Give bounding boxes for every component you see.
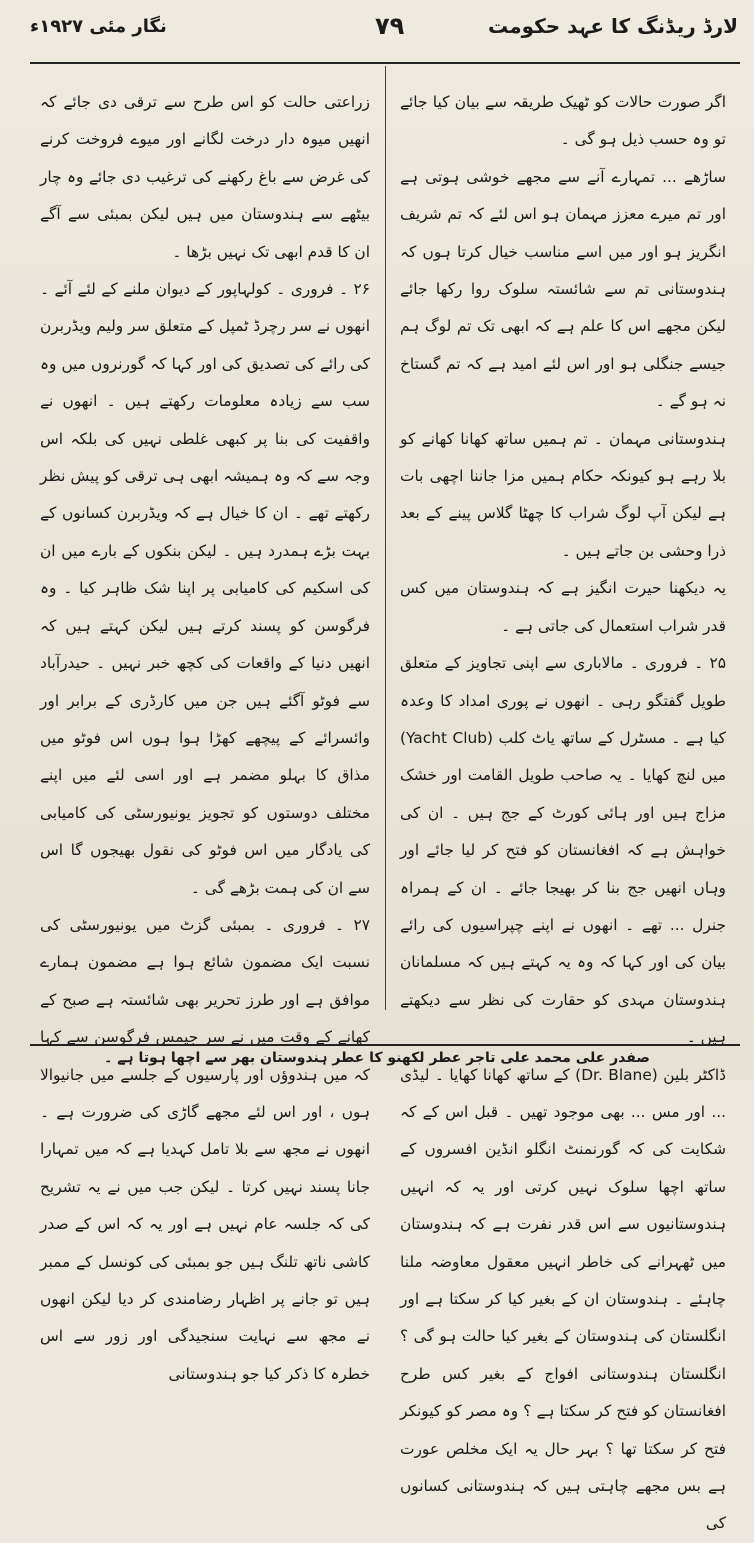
paragraph: یہ دیکھنا حیرت انگیز ہے کہ ہندوستان میں کس قدر شراب استعمال کی جاتی ہے ۔	[400, 579, 726, 635]
footer-advertisement: صفدر علی محمد علی تاجر عطر لکھنو کا عطر ہندوستان بھر سے اچھا ہوتا ہے ۔	[104, 1050, 650, 1066]
header-rule	[30, 62, 740, 64]
issue-label: نگار مئی ۱۹۲۷ء	[30, 16, 167, 37]
column-divider	[385, 66, 386, 1010]
paragraph: اگر صورت حالات کو ٹھیک طریقہ سے بیان کیا جائے تو وہ حسب ذیل ہو گی ۔	[400, 93, 726, 149]
page-number: ۷۹	[375, 12, 405, 40]
paragraph: ڈاکٹر بلین (Dr. Blane) کے ساتھ کھانا کھایا ۔ لیڈی ... اور مس ... بھی موجود تھیں ۔ قبل اس کے کہ شکایت کی کہ گورنمنٹ انگلو انڈین افسروں کے ساتھ اچھا سلوک نہیں کرتی اور یہ کہ انہیں ہندوستانیوں سے اس قدر نفرت ہے کہ ہندوستان میں ٹھہرانے کی خاطر انہیں معقول معاوضہ ملنا چاہئے ۔ ہندوستان ان کے بغیر کیا کر سکتا ہے اور انگلستان کی ہندوستان کے بغیر کیا حالت ہو گی ؟ انگلستان ہندوستانی افواج کے بغیر کس طرح افغانستان کو فتح کر سکتا ہے ؟ وہ مصر کو کیونکر فتح کر سکتا تھا ؟ بہر حال یہ ایک مخلص عورت ہے بس مجھے چاہتی ہیں کہ ہندوستانی کسانوں کی	[400, 1065, 727, 1533]
left-column	[40, 84, 370, 1383]
running-title: لارڈ ریڈنگ کا عہد حکومت	[488, 14, 738, 38]
paragraph: ہندوستانی مہمان ۔ تم ہمیں ساتھ کھانا کھانے کو بلا رہے ہو کیونکہ حکام ہمیں مزا جاننا اچھی بات ہے لیکن آپ لوگ شراب کا چھٹا گلاس پینے کے بعد ذرا وحشی بن جاتے ہیں ۔	[400, 429, 726, 560]
footer-rule	[30, 1044, 740, 1046]
paragraph: ۲۵ ۔ فروری ۔ مالاباری سے اپنی تجاویز کے متعلق طویل گفتگو رہی ۔ انھوں نے پوری امداد کا وعدہ کیا ہے ۔ مسٹرل کے ساتھ یاٹ کلب (Yacht Club) میں لنچ کھایا ۔ یہ صاحب طویل القامت اور خشک مزاج ہیں اور ہائی کورٹ کے جج ہیں ۔ ان کی خواہش ہے کہ افغانستان کو فتح کر لیا جائے اور وہاں انھیں جج بنا کر بھیجا جائے ۔ ان کے ہمراہ جنرل ... تھے ۔ انھوں نے اپنے چپراسیوں کی رائے بیان کی اور کہا کہ وہ یہ کہتے ہیں کہ مسلمانان ہندوستان مہدی کو حقارت کی نظر سے دیکھتے ہیں ۔	[400, 654, 726, 1047]
page-header	[30, 10, 738, 60]
paragraph: زراعتی حالت کو اس طرح سے ترقی دی جائے کہ انھیں میوہ دار درخت لگانے اور میوے فروخت کرنے کی غرض سے باغ رکھنے کی ترغیب دی جائے وہ چار بیٹھے سے ہندوستان میں ہیں لیکن بمبئی سے آگے ان کا قدم ابھی تک نہیں بڑھا ۔	[40, 93, 370, 261]
right-column	[400, 84, 727, 1533]
paragraph: ۲۶ ۔ فروری ۔ کولہاپور کے دیوان ملنے کے لئے آئے ۔ انھوں نے سر رچرڈ ٹمپل کے متعلق سر ولیم ویڈربرن کی رائے کی تصدیق کی اور کہا کہ گورنروں میں وہ سب سے زیادہ معلومات رکھتے ہیں ۔ انھوں نے واقفیت کی بنا پر کبھی غلطی نہیں کی بلکہ اس وجہ سے کہ وہ ہمیشہ ابھی ہی ترقی کو پیش نظر رکھتے تھے ۔ ان کا خیال ہے کہ ویڈربرن کسانوں کے بہت بڑے ہمدرد ہیں ۔ لیکن بنکوں کے بارے میں ان کی اسکیم کی کامیابی پر اپنا شک ظاہر کیا ۔ وہ فرگوسن کو پسند کرتے ہیں لیکن کہتے ہیں کہ انھیں دنیا کے واقعات کی کچھ خبر نہیں ۔ حیدرآباد سے فوٹو آگئے ہیں جن میں کارڈری کے برابر اور وائسرائے کے پیچھے کھڑا ہوا ہوں اس فوٹو میں مذاق کا بہلو مضمر ہے اور اسی لئے میں اپنے مختلف دوستوں کو تجویز یونیورسٹی کی کامیابی کی یادگار میں اس فوٹو کی نقول بھیجوں گا اس سے ان کی ہمت بڑھے گی ۔	[40, 280, 370, 897]
paragraph: ساڑھے ... تمہارے آنے سے مجھے خوشی ہوتی ہے اور تم میرے معزز مہمان ہو اس لئے کہ تم شریف انگریز ہو اور میں اسے مناسب خیال کرتا ہوں کہ ہندوستانی تم سے شائستہ سلوک روا رکھا جائے لیکن مجھے اس کا علم ہے کہ ابھی تک تم لوگ ہم جیسے جنگلی ہو اور اس لئے امید ہے کہ تم گستاخ نہ ہو گے ۔	[400, 167, 726, 411]
paragraph: ۲۷ ۔ فروری ۔ بمبئی گزٹ میں یونیورسٹی کی نسبت ایک مضمون شائع ہوا ہے مضمون ہمارے موافق ہے اور طرز تحریر بھی شائستہ ہے صبح کے کھانے کے وقت میں نے سر جیمس فرگوسن سے کہا کہ میں ہندوؤں اور پارسیوں کے جلسے میں جانیوالا ہوں ، اور اس لئے مجھے گاڑی کی ضرورت ہے ۔ انھوں نے مجھ سے بلا تامل کہدیا ہے کہ میں تمہارا جانا پسند نہیں کرتا ۔ لیکن جب میں نے یہ تشریح کی کہ جلسہ عام نہیں ہے اور یہ کہ اس کے صدر کاشی ناتھ تلنگ ہیں جو بمبئی کی کونسل کے ممبر ہیں تو جانے پر اظہار رضامندی کر دیا لیکن انھوں نے مجھ سے نہایت سنجیدگی اور زور سے اس خطرہ کا ذکر کیا جو ہندوستانی	[40, 915, 370, 1383]
